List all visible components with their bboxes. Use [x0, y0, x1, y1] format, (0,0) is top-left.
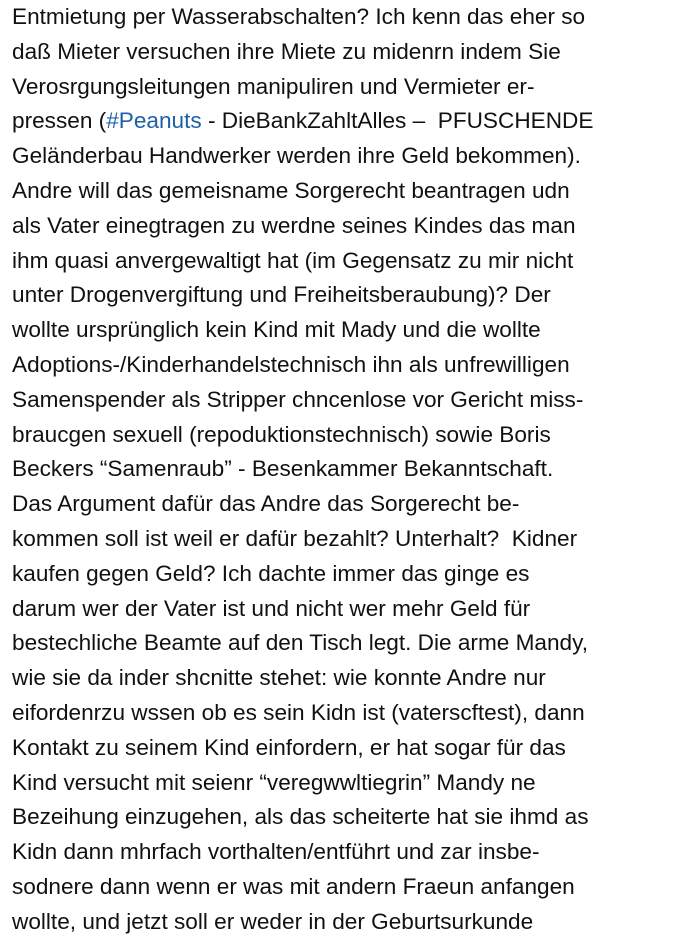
text-line: wollte, und jetzt soll er weder in der Geburtsurkunde [12, 908, 534, 934]
text-line: Geländerbau Handwerker werden ihre Geld bekommen). [12, 143, 581, 169]
text-line: Kind versucht mit seienr “veregwwltiegrin” Mandy ne [12, 769, 536, 795]
text-line: unter Drogenvergiftung und Freiheitsberaubung)? Der [12, 282, 551, 308]
text-line: eifordenrzu wssen ob es sein Kidn ist (vaterscftest), dann [12, 699, 585, 725]
text-segment: - DieBankZahltAlles – PFUSCHENDE [201, 108, 594, 134]
hashtag-link-peanuts[interactable]: #Peanuts [106, 108, 202, 134]
text-line: Kidn dann mhrfach vorthalten/entführt und zar insbe- [12, 839, 540, 865]
text-line: als Vater einegtragen zu werdne seines Kindes das man [12, 212, 576, 238]
text-line: kommen soll ist weil er dafür bezahlt? Unterhalt? Kidner [12, 525, 578, 551]
text-line: sodnere dann wenn er was mit andern Fraeun anfangen [12, 873, 575, 899]
text-line: darum wer der Vater ist und nicht wer mehr Geld für [12, 595, 531, 621]
text-line: Kontakt zu seinem Kind einfordern, er hat sogar für das [12, 734, 566, 760]
text-line: ihm quasi anvergewaltigt hat (im Gegensatz zu mir nicht [12, 247, 574, 273]
text-line: braucgen sexuell (repoduktionstechnisch) sowie Boris [12, 421, 551, 447]
text-line: daß Mieter versuchen ihre Miete zu midenrn indem Sie [12, 38, 561, 64]
text-line: Das Argument dafür das Andre das Sorgerecht be- [12, 491, 520, 517]
text-line: Entmietung per Wasserabschalten? Ich kenn das eher so [12, 4, 586, 29]
document-page [12, 0, 680, 940]
text-line: kaufen gegen Geld? Ich dachte immer das ginge es [12, 560, 530, 586]
text-segment: pressen ( [12, 108, 107, 134]
text-line: wollte ursprünglich kein Kind mit Mady und die wollte [12, 317, 541, 343]
text-line: Beckers “Samenraub” - Besenkammer Bekanntschaft. [12, 456, 554, 482]
body-text [12, 0, 680, 940]
text-line-with-hashtag [12, 104, 680, 139]
text-line: Bezeihung einzugehen, als das scheiterte hat sie ihmd as [12, 804, 589, 830]
text-line: bestechliche Beamte auf den Tisch legt. Die arme Mandy, [12, 630, 589, 656]
text-line: Andre will das gemeisname Sorgerecht beantragen udn [12, 177, 570, 203]
text-line: Verosrgungsleitungen manipuliren und Vermieter er- [12, 73, 535, 99]
text-line: Samenspender als Stripper chncenlose vor Gericht miss- [12, 386, 584, 412]
text-line: wie sie da inder shcnitte stehet: wie konnte Andre nur [12, 665, 546, 691]
text-line: Adoptions-/Kinderhandelstechnisch ihn als unfrewilligen [12, 351, 570, 377]
